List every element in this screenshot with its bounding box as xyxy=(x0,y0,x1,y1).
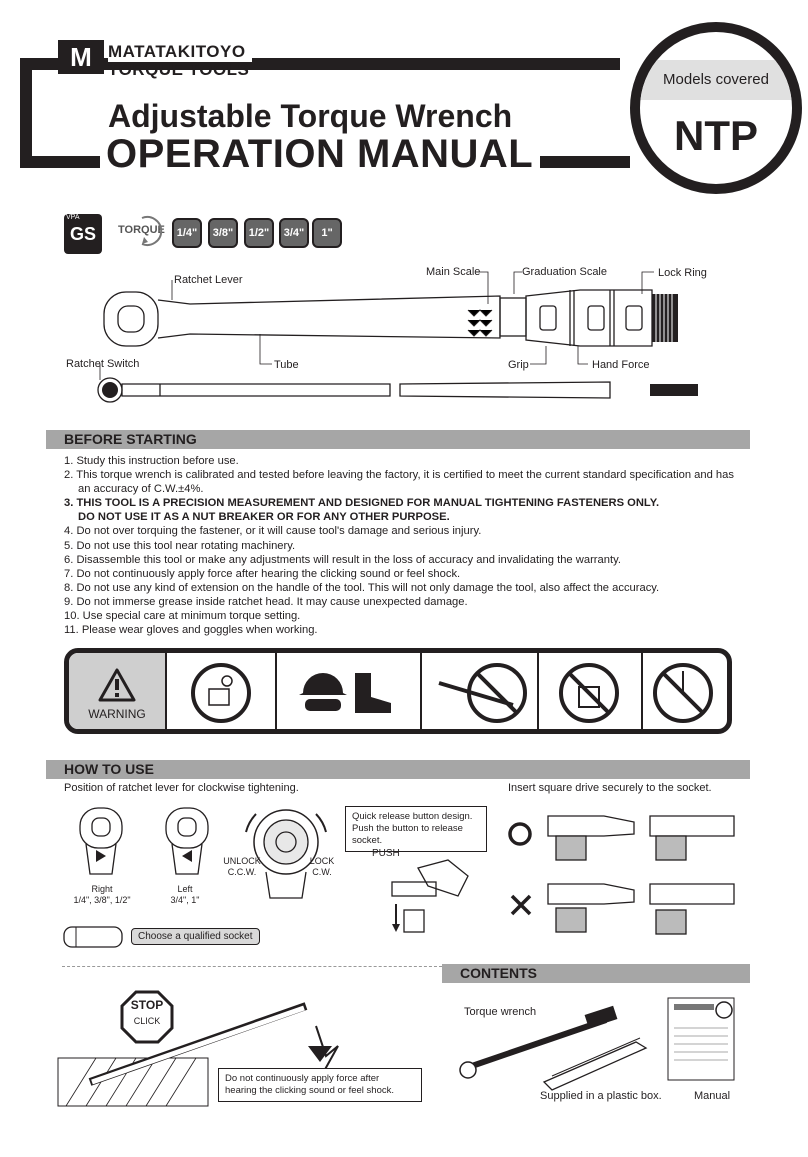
warning-panel xyxy=(64,648,732,734)
header-bracket-bottom-right xyxy=(540,156,630,168)
label-grip: Grip xyxy=(508,359,529,371)
quick-release-line-1: Quick release button design. xyxy=(352,811,473,822)
page-subtitle: Adjustable Torque Wrench xyxy=(108,98,513,134)
lock-direction: C.W. xyxy=(312,867,332,877)
list-item: an accuracy of C.W.±4%. xyxy=(78,483,204,496)
unlock-direction: C.C.W. xyxy=(227,867,257,877)
gs-mark-icon: GS xyxy=(64,214,102,254)
push-label: PUSH xyxy=(372,848,400,859)
section-title-contents: CONTENTS xyxy=(460,965,537,981)
divider xyxy=(537,653,539,729)
brand-subname: TORQUE TOOLS xyxy=(108,60,250,79)
stop-label: STOP xyxy=(130,998,164,1012)
label-ratchet-switch: Ratchet Switch xyxy=(66,358,140,370)
list-item: 11. Please wear gloves and goggles when working. xyxy=(64,624,318,637)
divider xyxy=(641,653,643,729)
force-note-line-2: hearing the clicking sound or feel shock. xyxy=(225,1085,394,1096)
torque-arrow-icon xyxy=(136,214,164,248)
list-item: 9. Do not immerse grease inside ratchet head. It may cause unexpected damage. xyxy=(64,595,468,608)
divider xyxy=(275,653,277,729)
quick-release-note xyxy=(345,806,487,852)
before-starting-list xyxy=(64,454,754,637)
label-hand-force: Hand Force xyxy=(592,359,650,371)
list-item: 4. Do not over torquing the fastener, or it will cause tool's damage and serious injury. xyxy=(64,525,482,538)
left-sizes: 3/4", 1" xyxy=(170,895,200,905)
header-bracket-left xyxy=(20,58,32,168)
torque-direction-label: TORQUE xyxy=(118,224,165,236)
ratchet-head-left-icon xyxy=(162,804,212,880)
list-item: 8. Do not use any kind of extension on the handle of the tool. This will not only damage the tool, also affect the accuracy. xyxy=(64,581,660,594)
ratchet-switch-diagram xyxy=(240,802,330,902)
quick-release-diagram xyxy=(388,856,474,942)
contents-manual: Manual xyxy=(694,1090,731,1102)
no-extension-icon xyxy=(433,661,529,725)
divider xyxy=(165,653,167,729)
vpa-label: VPA xyxy=(66,214,80,221)
label-tube: Tube xyxy=(274,359,299,371)
lock-label: LOCK xyxy=(309,856,335,866)
insert-caption: Insert square drive securely to the socket. xyxy=(508,782,712,794)
read-manual-icon xyxy=(189,661,253,725)
label-ratchet-lever: Ratchet Lever xyxy=(174,274,243,286)
no-grease-icon xyxy=(651,661,715,725)
manual-thumbnail-icon xyxy=(666,996,738,1084)
label-lock-ring: Lock Ring xyxy=(658,267,707,279)
drive-size-badge: 3/4" xyxy=(279,218,309,248)
contents-plastic-box: Supplied in a plastic box. xyxy=(540,1090,662,1102)
ratchet-head-right-icon xyxy=(76,804,126,880)
socket-icon xyxy=(62,924,126,950)
socket-insertion-diagram xyxy=(544,806,744,946)
continuous-force-note xyxy=(218,1068,422,1102)
click-label: CLICK xyxy=(133,1016,161,1026)
lever-caption: Position of ratchet lever for clockwise tightening. xyxy=(64,782,299,794)
no-nut-breaker-icon xyxy=(557,661,621,725)
divider xyxy=(420,653,422,729)
incorrect-cross-icon xyxy=(508,892,534,918)
section-title-before-starting: BEFORE STARTING xyxy=(64,431,197,447)
drive-size-badge: 1/2" xyxy=(244,218,274,248)
section-title-how-to-use: HOW TO USE xyxy=(64,761,154,777)
warning-label-cell xyxy=(69,653,165,729)
header-bracket-bottom xyxy=(20,156,100,168)
list-item: 3. THIS TOOL IS A PRECISION MEASUREMENT AND DESIGNED FOR MANUAL TIGHTENING FASTENERS ONLY. xyxy=(64,497,660,510)
section-bar-before-starting xyxy=(46,430,750,449)
label-main-scale: Main Scale xyxy=(426,266,481,278)
quick-release-line-2: Push the button to release socket. xyxy=(352,823,463,846)
correct-circle-icon xyxy=(506,820,534,848)
right-label: Right xyxy=(91,884,113,894)
contents-wrench-box-image xyxy=(456,996,656,1092)
force-note-line-1: Do not continuously apply force after xyxy=(225,1073,380,1084)
models-badge xyxy=(630,22,802,194)
model-code: NTP xyxy=(674,112,758,159)
safety-gear-icon xyxy=(295,667,405,723)
brand-logo-icon: M xyxy=(58,40,104,74)
section-bar-how-to-use xyxy=(46,760,750,779)
list-item: 5. Do not use this tool near rotating machinery. xyxy=(64,539,296,552)
unlock-label: UNLOCK xyxy=(223,856,261,866)
list-item: 10. Use special care at minimum torque setting. xyxy=(64,610,301,623)
wrench-diagram xyxy=(60,260,750,420)
list-item: 1. Study this instruction before use. xyxy=(64,455,239,467)
label-graduation-scale: Graduation Scale xyxy=(522,266,607,278)
brand-name: MATATAKITOYO xyxy=(108,42,252,62)
qualified-socket-label: Choose a qualified socket xyxy=(131,928,260,945)
list-item: DO NOT USE IT AS A NUT BREAKER OR FOR ANY OTHER PURPOSE. xyxy=(78,511,450,524)
warning-triangle-icon xyxy=(97,667,137,703)
models-label: Models covered xyxy=(640,60,792,100)
page-title: OPERATION MANUAL xyxy=(106,132,534,176)
left-label: Left xyxy=(177,884,193,894)
drive-size-badge: 1/4" xyxy=(172,218,202,248)
warning-label: WARNING xyxy=(88,707,146,721)
drive-size-badge: 1" xyxy=(312,218,342,248)
list-item: 2. This torque wrench is calibrated and tested before leaving the factory, it is certified to meet the current standard specification and has xyxy=(64,469,734,482)
right-sizes: 1/4", 3/8", 1/2" xyxy=(73,895,131,905)
drive-size-badge: 3/8" xyxy=(208,218,238,248)
list-item: 6. Disassemble this tool or make any adjustments will result in the loss of accuracy and invalidating the warranty. xyxy=(64,553,621,566)
section-bar-contents xyxy=(442,964,750,983)
list-item: 7. Do not continuously apply force after hearing the clicking sound or feel shock. xyxy=(64,567,461,580)
divider xyxy=(62,966,442,967)
contents-torque-wrench: Torque wrench xyxy=(464,1006,537,1018)
